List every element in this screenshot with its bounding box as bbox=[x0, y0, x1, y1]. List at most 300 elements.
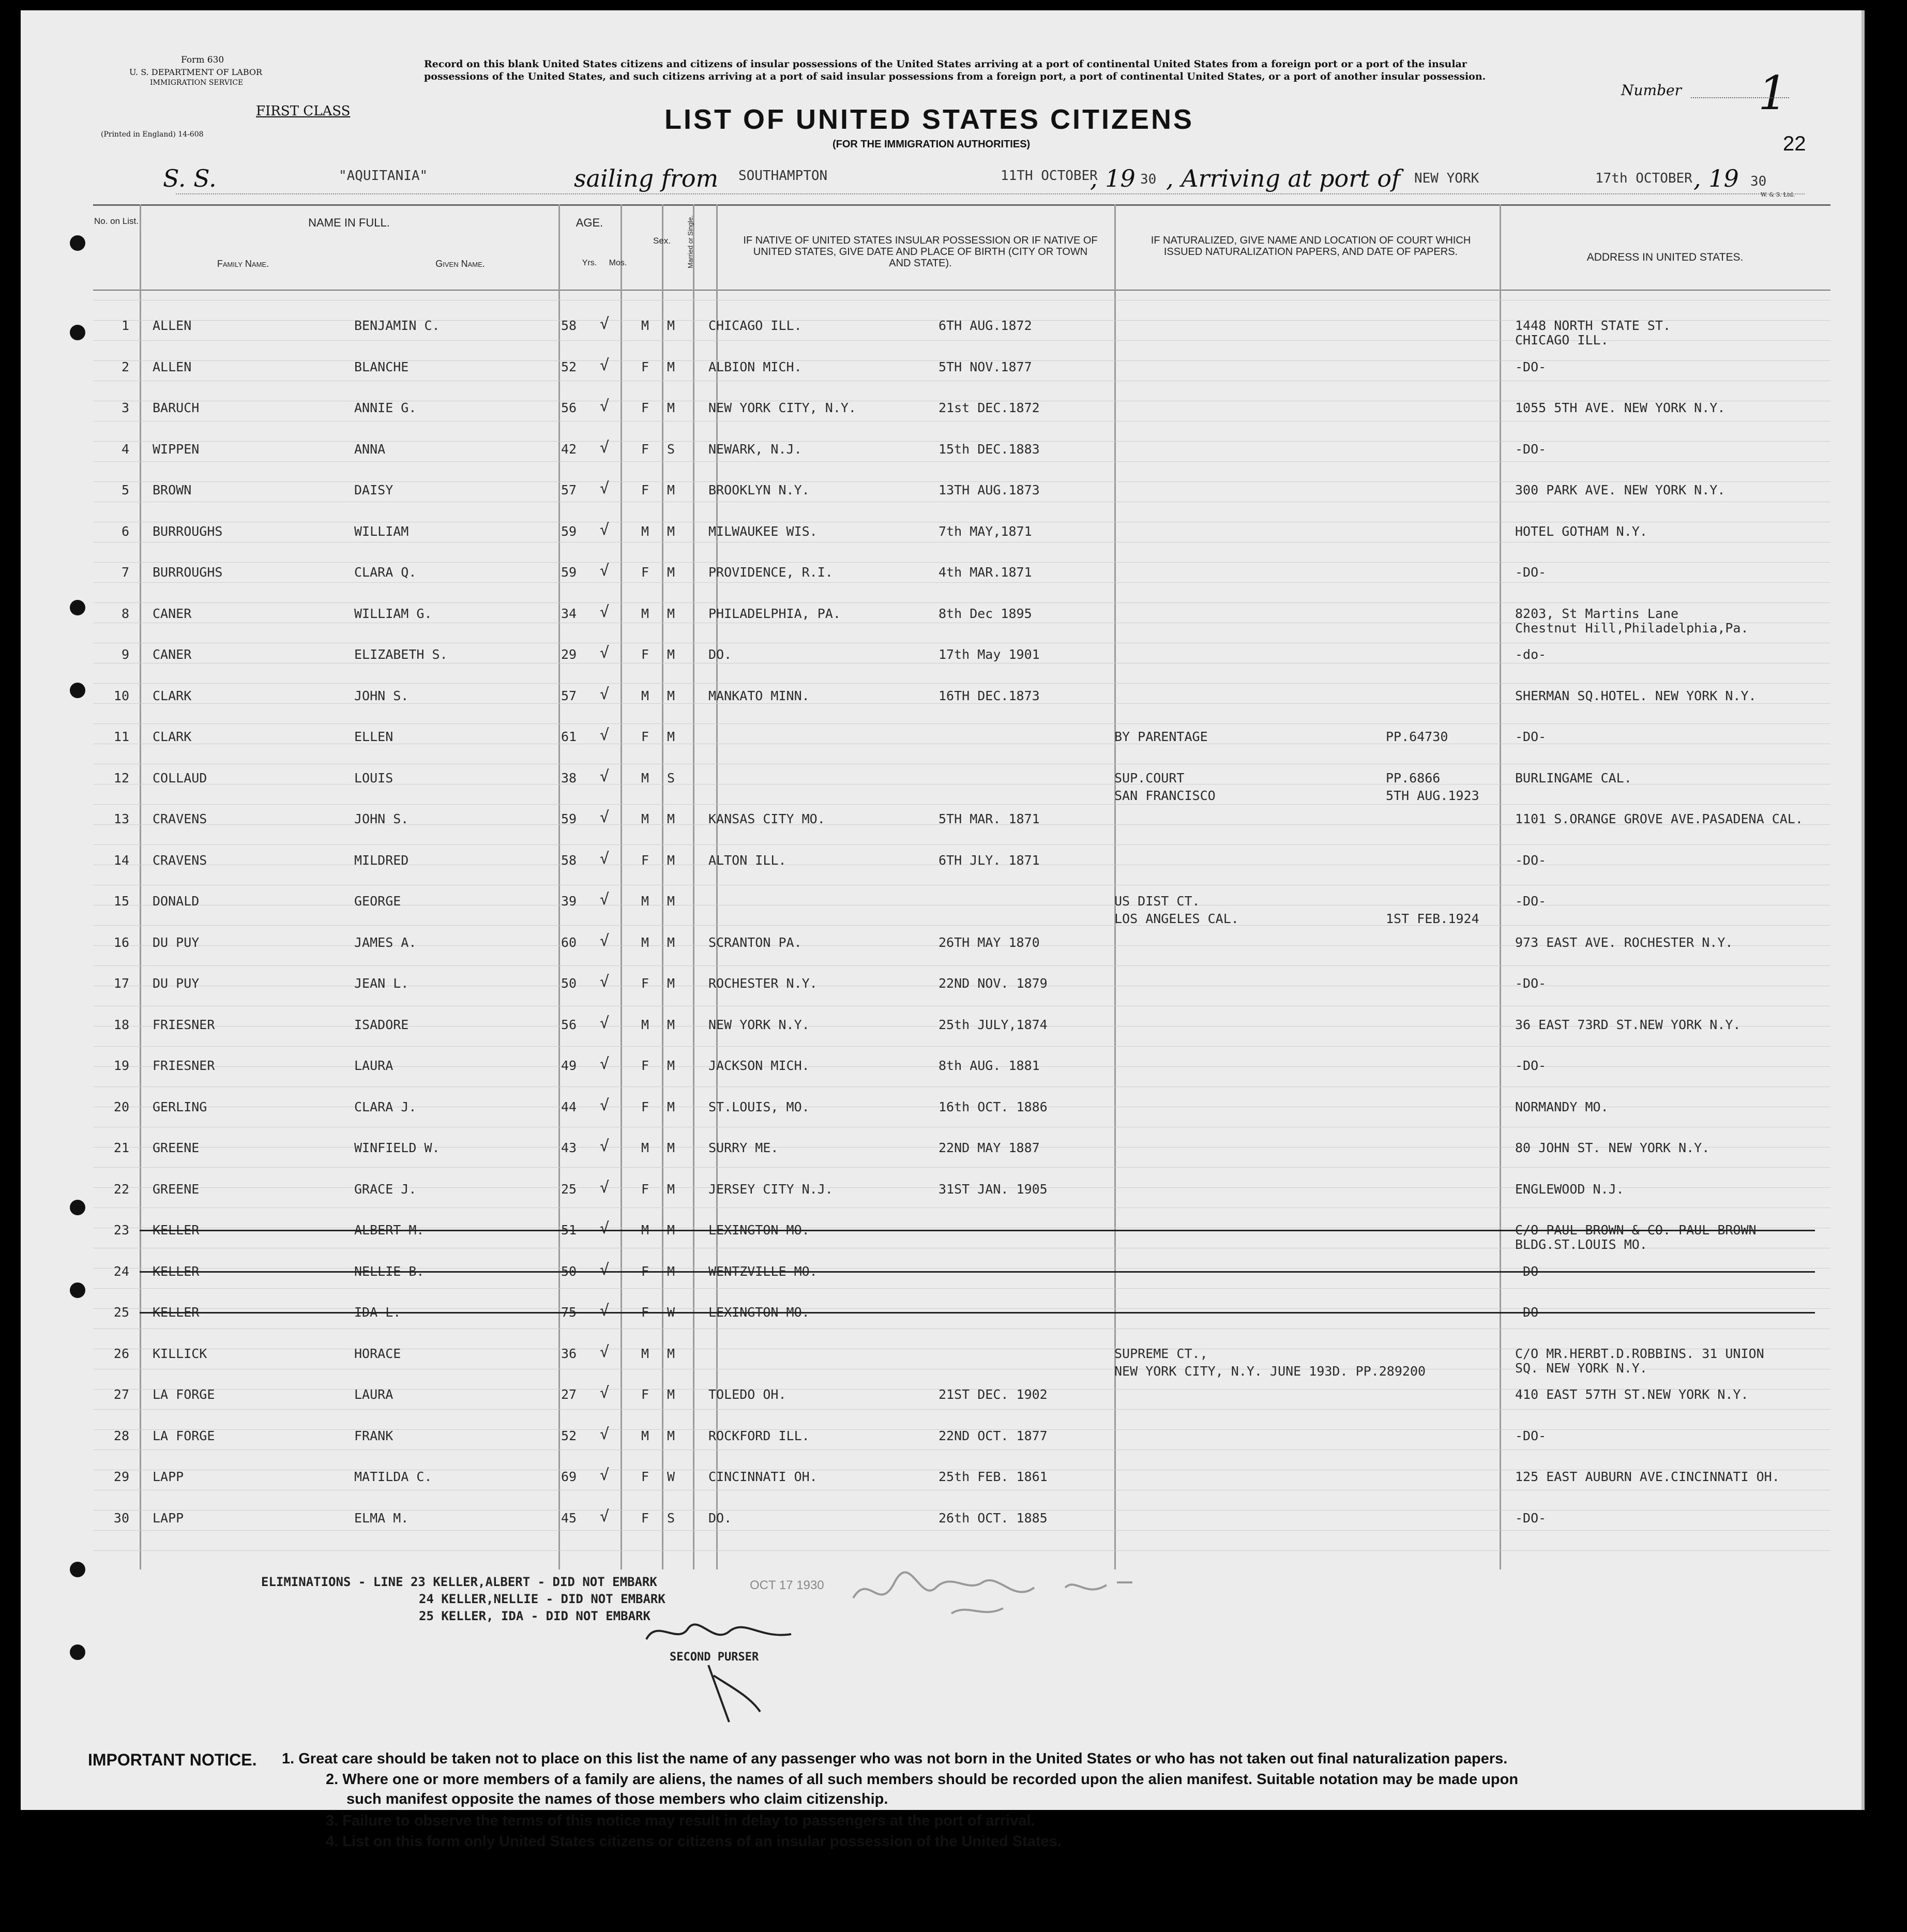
age-years: 75 bbox=[561, 1305, 577, 1320]
table-row bbox=[21, 767, 1861, 807]
row-number: 27 bbox=[113, 1387, 129, 1402]
family-name: ALLEN bbox=[153, 318, 192, 333]
given-name: FRANK bbox=[354, 1428, 393, 1443]
birth-place: ROCKFORD ILL. bbox=[708, 1428, 810, 1443]
row-number: 25 bbox=[113, 1305, 129, 1320]
row-number: 19 bbox=[113, 1058, 129, 1073]
col-header-age: AGE. bbox=[576, 216, 603, 229]
given-name: IDA L. bbox=[354, 1305, 401, 1320]
family-name: KILLICK bbox=[153, 1346, 207, 1361]
sex: F bbox=[641, 400, 649, 415]
table-row bbox=[21, 1014, 1861, 1053]
sex: M bbox=[641, 894, 649, 909]
age-years: 27 bbox=[561, 1387, 577, 1402]
purser-signature bbox=[636, 1613, 822, 1727]
birth-date: 16th OCT. 1886 bbox=[939, 1099, 1048, 1114]
row-number: 16 bbox=[113, 934, 129, 950]
table-row bbox=[21, 1219, 1861, 1259]
arrival-date: 17th OCTOBER bbox=[1595, 171, 1692, 186]
birth-date: 25th JULY,1874 bbox=[939, 1017, 1048, 1032]
inspector-signature bbox=[848, 1567, 1169, 1624]
family-name: FRIESNER bbox=[153, 1017, 215, 1032]
number-underline bbox=[1691, 97, 1789, 98]
given-name: JAMES A. bbox=[354, 934, 417, 950]
ship-name: "AQUITANIA" bbox=[339, 168, 428, 184]
marital-status: M bbox=[667, 1387, 675, 1402]
address-line-1: 1448 NORTH STATE ST. bbox=[1515, 318, 1671, 333]
given-name: ISADORE bbox=[354, 1017, 409, 1032]
given-name: ELMA M. bbox=[354, 1510, 409, 1526]
sex: F bbox=[641, 1305, 649, 1320]
family-name: WIPPEN bbox=[153, 441, 200, 457]
purser-title: SECOND PURSER bbox=[670, 1651, 759, 1664]
binding-hole bbox=[70, 1282, 85, 1298]
birth-place: WENTZVILLE MO. bbox=[708, 1263, 818, 1279]
birth-date: 16TH DEC.1873 bbox=[939, 688, 1040, 703]
col-header-married: Married or Single. bbox=[686, 215, 694, 268]
check-mark: √ bbox=[600, 1425, 610, 1443]
check-mark: √ bbox=[600, 1096, 610, 1114]
notice-item-2-cont: such manifest opposite the names of those members who claim citizenship. bbox=[346, 1791, 888, 1807]
family-name: CANER bbox=[153, 606, 192, 621]
marital-status: M bbox=[667, 1058, 675, 1073]
col-header-given: Given Name. bbox=[435, 259, 485, 269]
strike-through bbox=[140, 1271, 1815, 1273]
given-name: CLARA J. bbox=[354, 1099, 417, 1114]
marital-status: M bbox=[667, 894, 675, 909]
marital-status: S bbox=[667, 770, 675, 786]
family-name: CANER bbox=[153, 647, 192, 662]
birth-date: 4th MAR.1871 bbox=[939, 565, 1032, 580]
age-years: 29 bbox=[561, 647, 577, 662]
sex: F bbox=[641, 1181, 649, 1197]
service: IMMIGRATION SERVICE bbox=[150, 79, 244, 87]
col-header-naturalized: IF NATURALIZED, GIVE NAME AND LOCATION OF COURT WHICH ISSUED NATURALIZATION PAPERS, AND DATE OF PAPERS. bbox=[1151, 235, 1471, 258]
marital-status: M bbox=[667, 811, 675, 826]
date-stamp: OCT 17 1930 bbox=[750, 1578, 824, 1592]
table-row bbox=[21, 562, 1861, 601]
instruction-text: Record on this blank United States citizens and citizens of insular possessions of the United States arriving at a port of continental United States from a foreign port or a port of the insular possessions of the United States, and such citizens arriving at a port of said insular possessions from a foreign port, a port of continental United States, or a port of another insular possession. bbox=[424, 58, 1486, 82]
birth-place: NEW YORK N.Y. bbox=[708, 1017, 810, 1032]
age-years: 51 bbox=[561, 1222, 577, 1237]
col-header-yrs: Yrs. bbox=[582, 259, 597, 267]
birth-date: 13TH AUG.1873 bbox=[939, 482, 1040, 497]
row-number: 4 bbox=[121, 441, 129, 457]
notice-item-1: 1. Great care should be taken not to place on this list the name of any passenger who was not born in the United States or who has not taken out final naturalization papers. bbox=[282, 1750, 1508, 1767]
row-number: 1 bbox=[121, 318, 129, 333]
family-name: GREENE bbox=[153, 1140, 200, 1155]
age-years: 38 bbox=[561, 770, 577, 786]
given-name: ALBERT M. bbox=[354, 1222, 425, 1237]
table-row bbox=[21, 1137, 1861, 1176]
address-line-2: Chestnut Hill,Philadelphia,Pa. bbox=[1515, 620, 1749, 636]
marital-status: M bbox=[667, 1099, 675, 1114]
given-name: WINFIELD W. bbox=[354, 1140, 440, 1155]
birth-place: KANSAS CITY MO. bbox=[708, 811, 825, 826]
binding-hole bbox=[70, 683, 85, 698]
address-line-1: 36 EAST 73RD ST.NEW YORK N.Y. bbox=[1515, 1017, 1741, 1032]
table-row bbox=[21, 849, 1861, 889]
page-number: 22 bbox=[1783, 132, 1806, 155]
naturalization-ref: PP.64730 bbox=[1386, 729, 1448, 744]
col-header-sex: Sex. bbox=[653, 236, 671, 246]
given-name: JOHN S. bbox=[354, 688, 409, 703]
marital-status: S bbox=[667, 441, 675, 457]
marital-status: M bbox=[667, 359, 675, 374]
address-line-1: SHERMAN SQ.HOTEL. NEW YORK N.Y. bbox=[1515, 688, 1757, 703]
given-name: HORACE bbox=[354, 1346, 401, 1361]
given-name: WILLIAM bbox=[354, 523, 409, 539]
number-value: 1 bbox=[1758, 66, 1788, 120]
marital-status: M bbox=[667, 1263, 675, 1279]
table-header-rule bbox=[93, 290, 1830, 291]
sailing-label: sailing from bbox=[574, 164, 719, 192]
printed-note: (Printed in England) 14-608 bbox=[101, 130, 204, 139]
strike-through bbox=[140, 1230, 1815, 1231]
address-line-1: 410 EAST 57TH ST.NEW YORK N.Y. bbox=[1515, 1387, 1749, 1402]
row-number: 24 bbox=[113, 1263, 129, 1279]
family-name: BARUCH bbox=[153, 400, 200, 415]
age-years: 57 bbox=[561, 482, 577, 497]
elimination-line-3: 25 KELLER, IDA - DID NOT EMBARK bbox=[419, 1609, 650, 1623]
sex: F bbox=[641, 1469, 649, 1484]
naturalization-ref: PP.6866 bbox=[1386, 770, 1441, 786]
given-name: LAURA bbox=[354, 1058, 393, 1073]
naturalization-court: BY PARENTAGE bbox=[1114, 729, 1208, 744]
col-header-no: No. on List. bbox=[94, 216, 139, 226]
birth-place: BROOKLYN N.Y. bbox=[708, 482, 810, 497]
birth-date: 6TH JLY. 1871 bbox=[939, 852, 1040, 868]
age-years: 56 bbox=[561, 400, 577, 415]
row-number: 10 bbox=[113, 688, 129, 703]
sex: M bbox=[641, 770, 649, 786]
sex: F bbox=[641, 1510, 649, 1526]
address-line-1: HOTEL GOTHAM N.Y. bbox=[1515, 523, 1647, 539]
rule-line bbox=[93, 602, 1830, 603]
row-number: 7 bbox=[121, 565, 129, 580]
address-line-1: BURLINGAME CAL. bbox=[1515, 770, 1632, 786]
table-row bbox=[21, 1096, 1861, 1136]
age-years: 44 bbox=[561, 1099, 577, 1114]
table-row bbox=[21, 1178, 1861, 1218]
birth-date: 17th May 1901 bbox=[939, 647, 1040, 662]
age-years: 25 bbox=[561, 1181, 577, 1197]
birth-place: NEW YORK CITY, N.Y. bbox=[708, 400, 856, 415]
marital-status: M bbox=[667, 1017, 675, 1032]
given-name: LAURA bbox=[354, 1387, 393, 1402]
address-line-1: -DO- bbox=[1515, 1263, 1547, 1279]
family-name: LAPP bbox=[153, 1469, 184, 1484]
address-line-2: BLDG.ST.LOUIS MO. bbox=[1515, 1237, 1647, 1252]
age-years: 61 bbox=[561, 729, 577, 744]
departure-year: 30 bbox=[1140, 172, 1157, 187]
age-years: 69 bbox=[561, 1469, 577, 1484]
row-number: 6 bbox=[121, 523, 129, 539]
family-name: CRAVENS bbox=[153, 811, 207, 826]
year-prefix-1: , 19 bbox=[1090, 164, 1136, 192]
row-number: 17 bbox=[113, 976, 129, 991]
row-number: 8 bbox=[121, 606, 129, 621]
sex: F bbox=[641, 482, 649, 497]
elimination-line-1: ELIMINATIONS - LINE 23 KELLER,ALBERT - DID NOT EMBARK bbox=[261, 1575, 657, 1589]
sex: F bbox=[641, 565, 649, 580]
address-line-1: -DO- bbox=[1515, 565, 1547, 580]
check-mark: √ bbox=[600, 685, 610, 703]
table-row bbox=[21, 808, 1861, 848]
sex: F bbox=[641, 1099, 649, 1114]
notice-item-4: 4. List on this form only United States citizens or citizens of an insular possession of the United States. bbox=[326, 1833, 1062, 1850]
birth-place: CHICAGO ILL. bbox=[708, 318, 802, 333]
family-name: ALLEN bbox=[153, 359, 192, 374]
table-row bbox=[21, 726, 1861, 765]
arrival-year: 30 bbox=[1750, 174, 1767, 189]
birth-place: MILWAUKEE WIS. bbox=[708, 523, 818, 539]
age-years: 43 bbox=[561, 1140, 577, 1155]
table-row bbox=[21, 479, 1861, 519]
departure-port: SOUTHAMPTON bbox=[738, 168, 828, 184]
row-number: 26 bbox=[113, 1346, 129, 1361]
birth-date: 31ST JAN. 1905 bbox=[939, 1181, 1048, 1197]
check-mark: √ bbox=[600, 315, 610, 333]
marital-status: M bbox=[667, 482, 675, 497]
birth-place: JACKSON MICH. bbox=[708, 1058, 810, 1073]
address-line-2: SQ. NEW YORK N.Y. bbox=[1515, 1360, 1647, 1376]
family-name: GREENE bbox=[153, 1181, 200, 1197]
check-mark: √ bbox=[600, 1260, 610, 1279]
marital-status: M bbox=[667, 400, 675, 415]
row-number: 12 bbox=[113, 770, 129, 786]
table-row bbox=[21, 1302, 1861, 1341]
given-name: DAISY bbox=[354, 482, 393, 497]
department: U. S. DEPARTMENT OF LABOR bbox=[129, 67, 263, 77]
binding-hole bbox=[70, 325, 85, 340]
birth-date: 8th Dec 1895 bbox=[939, 606, 1032, 621]
address-line-1: -DO- bbox=[1515, 1305, 1547, 1320]
check-mark: √ bbox=[600, 1302, 610, 1320]
check-mark: √ bbox=[600, 849, 610, 868]
address-line-1: -DO- bbox=[1515, 1058, 1547, 1073]
address-line-1: 1055 5TH AVE. NEW YORK N.Y. bbox=[1515, 400, 1726, 415]
birth-place: LEXINGTON MO. bbox=[708, 1305, 810, 1320]
marital-status: M bbox=[667, 606, 675, 621]
check-mark: √ bbox=[600, 890, 610, 909]
marital-status: M bbox=[667, 647, 675, 662]
check-mark: √ bbox=[600, 808, 610, 826]
table-row bbox=[21, 931, 1861, 971]
sex: M bbox=[641, 934, 649, 950]
col-header-address: ADDRESS IN UNITED STATES. bbox=[1586, 251, 1744, 263]
birth-date: 25th FEB. 1861 bbox=[939, 1469, 1048, 1484]
sex: F bbox=[641, 1058, 649, 1073]
address-line-1: NORMANDY MO. bbox=[1515, 1099, 1609, 1114]
family-name: LAPP bbox=[153, 1510, 184, 1526]
birth-date: 22ND OCT. 1877 bbox=[939, 1428, 1048, 1443]
birth-date: 5TH MAR. 1871 bbox=[939, 811, 1040, 826]
binding-hole bbox=[70, 600, 85, 615]
check-mark: √ bbox=[600, 726, 610, 744]
sex: M bbox=[641, 523, 649, 539]
marital-status: S bbox=[667, 1510, 675, 1526]
check-mark: √ bbox=[600, 1466, 610, 1484]
check-mark: √ bbox=[600, 1342, 610, 1361]
age-years: 52 bbox=[561, 359, 577, 374]
age-years: 49 bbox=[561, 1058, 577, 1073]
marital-status: M bbox=[667, 1181, 675, 1197]
age-years: 34 bbox=[561, 606, 577, 621]
birth-date: 26th OCT. 1885 bbox=[939, 1510, 1048, 1526]
check-mark: √ bbox=[600, 520, 610, 539]
sex: F bbox=[641, 359, 649, 374]
sex: F bbox=[641, 441, 649, 457]
naturalization-court: SUPREME CT., bbox=[1114, 1346, 1208, 1361]
check-mark: √ bbox=[600, 1055, 610, 1073]
marital-status: M bbox=[667, 318, 675, 333]
sex: M bbox=[641, 811, 649, 826]
given-name: GRACE J. bbox=[354, 1181, 417, 1197]
birth-date: 6TH AUG.1872 bbox=[939, 318, 1032, 333]
row-number: 2 bbox=[121, 359, 129, 374]
row-number: 18 bbox=[113, 1017, 129, 1032]
given-name: WILLIAM G. bbox=[354, 606, 432, 621]
row-number: 5 bbox=[121, 482, 129, 497]
birth-place: DO. bbox=[708, 1510, 732, 1526]
binding-hole bbox=[70, 1562, 85, 1577]
age-years: 50 bbox=[561, 976, 577, 991]
sex: M bbox=[641, 1140, 649, 1155]
table-row bbox=[21, 1260, 1861, 1300]
given-name: MILDRED bbox=[354, 852, 409, 868]
naturalization-location: NEW YORK CITY, N.Y. JUNE 193D. PP.289200 bbox=[1114, 1363, 1426, 1379]
sex: M bbox=[641, 606, 649, 621]
marital-status: M bbox=[667, 729, 675, 744]
family-name: BROWN bbox=[153, 482, 192, 497]
naturalization-date: 5TH AUG.1923 bbox=[1386, 788, 1479, 803]
row-number: 20 bbox=[113, 1099, 129, 1114]
check-mark: √ bbox=[600, 1384, 610, 1402]
row-number: 28 bbox=[113, 1428, 129, 1443]
age-years: 50 bbox=[561, 1263, 577, 1279]
family-name: DONALD bbox=[153, 894, 200, 909]
sex: M bbox=[641, 1346, 649, 1361]
birth-place: TOLEDO OH. bbox=[708, 1387, 786, 1402]
naturalization-location: SAN FRANCISCO bbox=[1114, 788, 1216, 803]
row-number: 21 bbox=[113, 1140, 129, 1155]
check-mark: √ bbox=[600, 356, 610, 374]
address-line-1: -DO- bbox=[1515, 441, 1547, 457]
marital-status: M bbox=[667, 565, 675, 580]
age-years: 57 bbox=[561, 688, 577, 703]
table-row bbox=[21, 1466, 1861, 1505]
sex: M bbox=[641, 1222, 649, 1237]
sex: M bbox=[641, 318, 649, 333]
rule-line bbox=[93, 562, 1830, 563]
notice-label: IMPORTANT NOTICE. bbox=[88, 1750, 257, 1769]
row-number: 11 bbox=[113, 729, 129, 744]
row-number: 22 bbox=[113, 1181, 129, 1197]
age-years: 59 bbox=[561, 565, 577, 580]
birth-place: LEXINGTON MO. bbox=[708, 1222, 810, 1237]
given-name: ELLEN bbox=[354, 729, 393, 744]
row-number: 29 bbox=[113, 1469, 129, 1484]
check-mark: √ bbox=[600, 1178, 610, 1197]
check-mark: √ bbox=[600, 1219, 610, 1237]
check-mark: √ bbox=[600, 438, 610, 457]
age-years: 39 bbox=[561, 894, 577, 909]
address-line-1: -DO- bbox=[1515, 852, 1547, 868]
age-years: 58 bbox=[561, 318, 577, 333]
age-years: 58 bbox=[561, 852, 577, 868]
age-years: 52 bbox=[561, 1428, 577, 1443]
birth-place: ALBION MICH. bbox=[708, 359, 802, 374]
sex: F bbox=[641, 1387, 649, 1402]
birth-date: 21st DEC.1872 bbox=[939, 400, 1040, 415]
birth-date: 8th AUG. 1881 bbox=[939, 1058, 1040, 1073]
binding-hole bbox=[70, 1200, 85, 1215]
family-name: KELLER bbox=[153, 1305, 200, 1320]
address-line-1: 973 EAST AVE. ROCHESTER N.Y. bbox=[1515, 934, 1733, 950]
birth-date: 26TH MAY 1870 bbox=[939, 934, 1040, 950]
marital-status: W bbox=[667, 1469, 675, 1484]
birth-place: ST.LOUIS, MO. bbox=[708, 1099, 810, 1114]
sex: M bbox=[641, 688, 649, 703]
year-prefix-2: , 19 bbox=[1693, 164, 1739, 192]
table-row bbox=[21, 1384, 1861, 1423]
birth-place: MANKATO MINN. bbox=[708, 688, 810, 703]
table-row bbox=[21, 602, 1861, 642]
table-top-rule bbox=[93, 204, 1830, 206]
check-mark: √ bbox=[600, 973, 610, 991]
birth-place: ALTON ILL. bbox=[708, 852, 786, 868]
page-title: LIST OF UNITED STATES CITIZENS bbox=[664, 104, 1194, 135]
address-line-1: C/O PAUL BROWN & CO. PAUL BROWN bbox=[1515, 1222, 1757, 1237]
check-mark: √ bbox=[600, 767, 610, 786]
check-mark: √ bbox=[600, 931, 610, 950]
address-line-1: 1101 S.ORANGE GROVE AVE.PASADENA CAL. bbox=[1515, 811, 1803, 826]
address-line-1: -DO- bbox=[1515, 1510, 1547, 1526]
marital-status: M bbox=[667, 1222, 675, 1237]
table-row bbox=[21, 520, 1861, 560]
given-name: ELIZABETH S. bbox=[354, 647, 448, 662]
marital-status: W bbox=[667, 1305, 675, 1320]
table-row bbox=[21, 973, 1861, 1012]
row-number: 13 bbox=[113, 811, 129, 826]
number-label: Number bbox=[1621, 82, 1682, 99]
family-name: DU PUY bbox=[153, 976, 200, 991]
family-name: FRIESNER bbox=[153, 1058, 215, 1073]
arriving-label: , Arriving at port of bbox=[1166, 164, 1401, 192]
binding-hole bbox=[70, 235, 85, 251]
check-mark: √ bbox=[600, 479, 610, 497]
check-mark: √ bbox=[600, 602, 610, 621]
table-row bbox=[21, 1342, 1861, 1382]
departure-date: 11TH OCTOBER bbox=[1001, 168, 1098, 184]
address-line-1: -DO- bbox=[1515, 1428, 1547, 1443]
check-mark: √ bbox=[600, 644, 610, 662]
birth-place: PHILADELPHIA, PA. bbox=[708, 606, 841, 621]
age-years: 45 bbox=[561, 1510, 577, 1526]
table-row bbox=[21, 1055, 1861, 1094]
sex: F bbox=[641, 1263, 649, 1279]
naturalization-date: 1ST FEB.1924 bbox=[1386, 911, 1479, 926]
marital-status: M bbox=[667, 523, 675, 539]
marital-status: M bbox=[667, 1140, 675, 1155]
birth-place: SCRANTON PA. bbox=[708, 934, 802, 950]
form-number: Form 630 bbox=[181, 55, 224, 65]
row-number: 14 bbox=[113, 852, 129, 868]
family-name: LA FORGE bbox=[153, 1387, 215, 1402]
family-name: KELLER bbox=[153, 1263, 200, 1279]
check-mark: √ bbox=[600, 562, 610, 580]
